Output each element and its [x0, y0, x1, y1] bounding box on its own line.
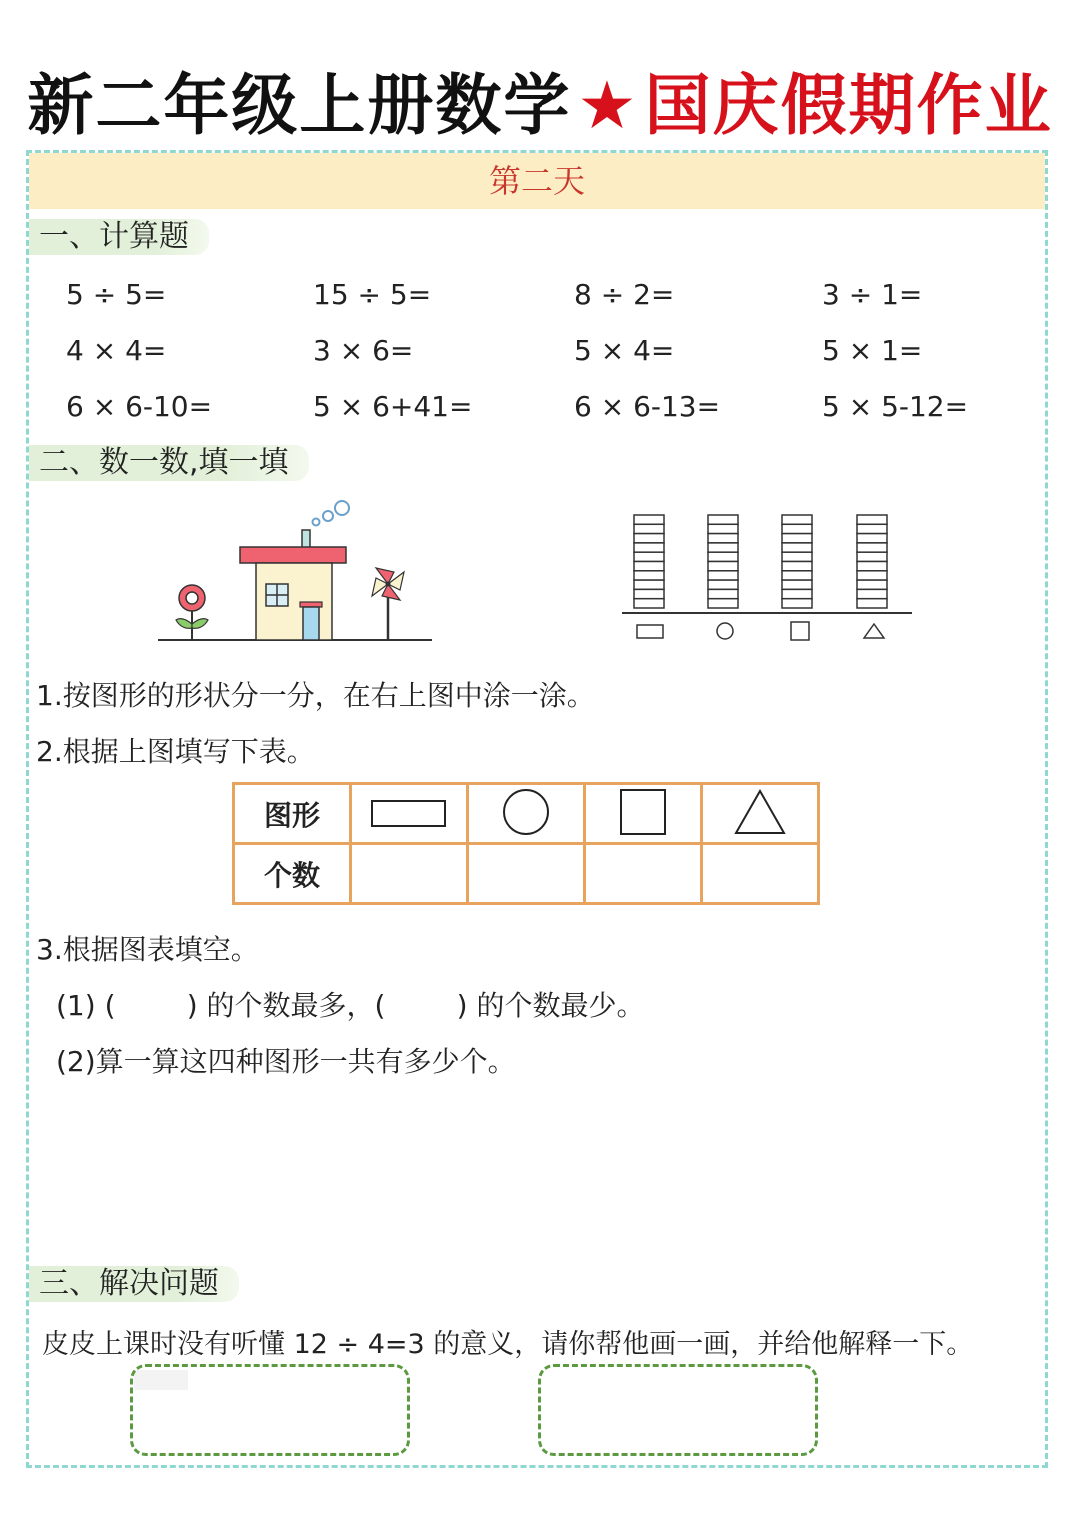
block-stack [782, 515, 812, 608]
count-input-square[interactable] [585, 844, 702, 904]
stack-block [634, 543, 664, 552]
question-3: 3.根据图表填空。 [36, 933, 259, 966]
shape-count-chart [618, 505, 918, 650]
calc-problem: 4 × 4= [66, 334, 167, 367]
calc-problem: 5 × 1= [822, 334, 923, 367]
section-calc-label: 一、计算题 [29, 219, 209, 255]
title-sub: 国庆假期作业 [644, 67, 1053, 144]
calc-problem: 3 × 6= [313, 334, 414, 367]
stack-block [857, 524, 887, 533]
stack-block [634, 580, 664, 589]
count-input-rectangle[interactable] [351, 844, 468, 904]
star-icon: ★ [577, 67, 639, 144]
square-icon [613, 787, 673, 837]
stack-block [857, 589, 887, 598]
block-stack [634, 515, 664, 608]
stack-block [782, 515, 812, 524]
stack-block [782, 552, 812, 561]
calc-problem: 5 ÷ 5= [66, 278, 167, 311]
stack-block [634, 599, 664, 608]
stack-block [857, 534, 887, 543]
calc-problem: 6 × 6-13= [574, 390, 721, 423]
solve-problem: 皮皮上课时没有听懂 12 ÷ 4=3 的意义，请你帮他画一画，并给他解释一下。 [42, 1329, 974, 1360]
stack-block [708, 552, 738, 561]
stack-block [634, 562, 664, 571]
rectangle-icon [369, 792, 449, 832]
circle-icon [717, 623, 733, 639]
square-icon [791, 622, 809, 640]
block-stack [708, 515, 738, 608]
stack-block [708, 580, 738, 589]
circle-icon [496, 787, 556, 837]
title-main: 新二年级上册数学 [27, 67, 572, 144]
stack-block [708, 524, 738, 533]
drawing-answer-box[interactable] [130, 1364, 410, 1456]
block-stack [857, 515, 887, 608]
stack-block [857, 562, 887, 571]
day-label: 第二天 [29, 153, 1045, 209]
smoke-bubble [323, 511, 333, 521]
stack-block [782, 589, 812, 598]
stack-block [708, 589, 738, 598]
stack-block [708, 562, 738, 571]
stack-block [857, 599, 887, 608]
stack-block [634, 524, 664, 533]
shape-count-table [232, 782, 820, 905]
calc-problem: 5 × 4= [574, 334, 675, 367]
roof-rectangle [240, 547, 346, 563]
stack-block [708, 515, 738, 524]
rectangle-icon [637, 625, 663, 638]
table-cell-rectangle [351, 784, 468, 844]
calc-problem: 15 ÷ 5= [313, 278, 432, 311]
question-2: 2.根据上图填写下表。 [36, 735, 315, 768]
section-solve-label: 三、解决问题 [29, 1266, 239, 1302]
stack-block [708, 543, 738, 552]
triangle-icon [730, 787, 790, 837]
count-input-triangle[interactable] [702, 844, 819, 904]
calc-problem: 3 ÷ 1= [822, 278, 923, 311]
stack-block [634, 589, 664, 598]
stack-block [857, 515, 887, 524]
stack-block [634, 515, 664, 524]
calc-problem: 8 ÷ 2= [574, 278, 675, 311]
section-count-label: 二、数一数,填一填 [29, 445, 309, 481]
stack-block [708, 534, 738, 543]
stack-block [857, 552, 887, 561]
stack-block [782, 543, 812, 552]
question-1: 1.按图形的形状分一分，在右上图中涂一涂。 [36, 679, 595, 712]
explanation-answer-box[interactable] [538, 1364, 818, 1456]
count-input-circle[interactable] [468, 844, 585, 904]
stack-block [857, 543, 887, 552]
question-3-2: (2)算一算这四种图形一共有多少个。 [56, 1045, 516, 1078]
stack-block [857, 580, 887, 589]
house-door [303, 607, 319, 640]
table-cell-circle [468, 784, 585, 844]
calc-problem: 5 × 5-12= [822, 390, 969, 423]
leaf [192, 619, 208, 629]
stack-block [782, 571, 812, 580]
chimney [302, 530, 310, 548]
house-illustration [150, 492, 440, 647]
triangle-icon [864, 624, 884, 638]
stack-block [782, 524, 812, 533]
question-3-1: (1) ( ) 的个数最多，( ) 的个数最少。 [56, 989, 645, 1022]
stack-block [782, 599, 812, 608]
stack-block [782, 580, 812, 589]
smoke-bubble [335, 501, 349, 515]
stack-block [634, 552, 664, 561]
stack-block [634, 571, 664, 580]
calc-problem: 5 × 6+41= [313, 390, 473, 423]
smoke-bubble [313, 519, 320, 526]
table-header-count: 个数 [234, 844, 351, 904]
stack-block [708, 571, 738, 580]
table-header-shape: 图形 [234, 784, 351, 844]
stack-block [782, 562, 812, 571]
table-cell-square [585, 784, 702, 844]
page-title [0, 52, 1080, 147]
stack-block [708, 599, 738, 608]
table-cell-triangle [702, 784, 819, 844]
stack-block [634, 534, 664, 543]
calc-problem: 6 × 6-10= [66, 390, 213, 423]
leaf [176, 619, 192, 629]
stack-block [857, 571, 887, 580]
stack-block [782, 534, 812, 543]
